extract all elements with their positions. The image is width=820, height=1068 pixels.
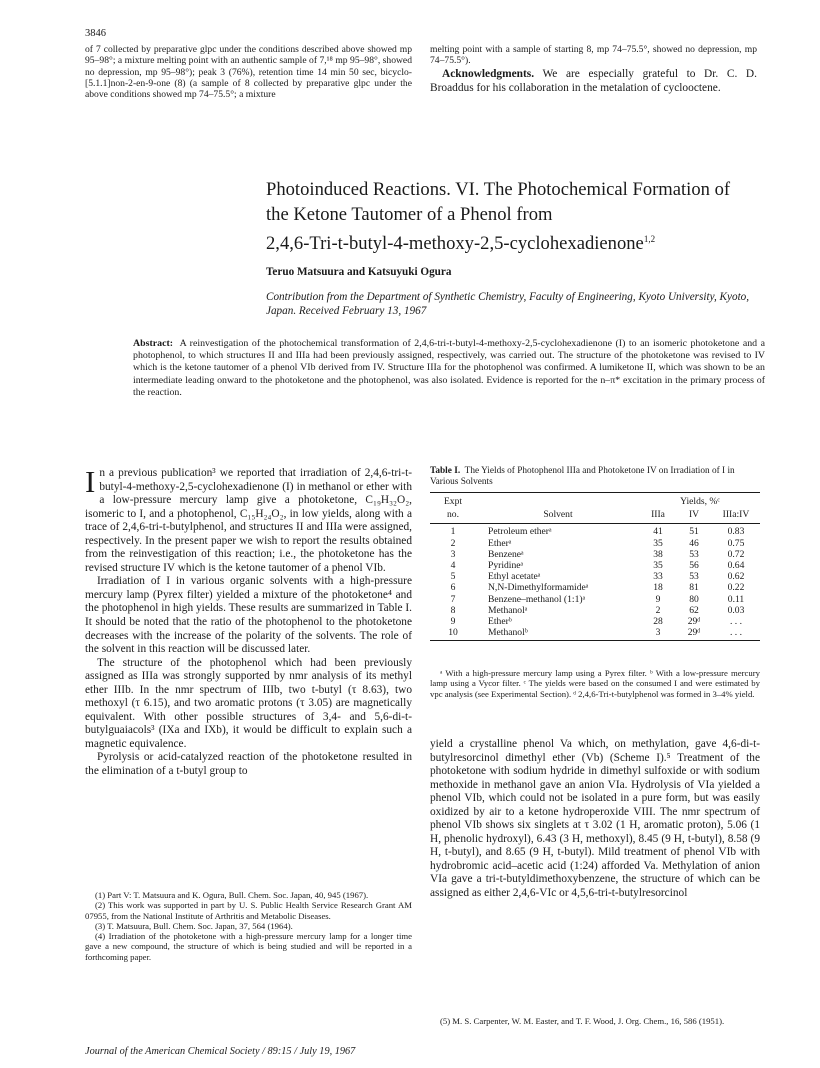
abstract (133, 338, 765, 399)
body-paragraph-1-text: n a previous publication³ we reported that irradiation of 2,4,6-tri-t-butyl-4-methoxy-2,5-cyclohexadienone (I) in methanol or ether with a low-pressure mercury lamp give a photoketone, C₁₉H₃₂O₂, isomeric to I, and a photophenol, C₁₅H₂₄O₂, in low yields, along with a trace of 2,4,6-tri-t-butylphenol, and structures II and IIIa were assigned, respectively. In the present paper we wish to report the results obtained from the reinvestigation of this reaction; i.e., the photoketone has the revised structure IV which is the ketone tautomer of a phenol VIb. (85, 467, 412, 574)
cell-yield-IIIa: 33 (653, 571, 663, 583)
previous-article-text-right (430, 44, 757, 95)
table-caption-text: The Yields of Photophenol IIIa and Photoketone IV on Irradiation of I in Various Solvents (430, 466, 735, 488)
body-paragraph-3: The structure of the photophenol which had been previously assigned as IIIa was strongly supported by nmr analysis of its methyl ether IIIb. In the nmr spectrum of IIIb, two t-butyl (τ 8.63), two methoxyl (τ 6.15), and two aromatic protons (τ 3.05) are magnetically equivalent. With other possible structures of 3,4- and 5,6-di-t-butylguaiacols³ (IXa and IXb), it would be difficult to explain such a magnetic equivalence. (85, 656, 412, 750)
table-row (430, 582, 760, 593)
footnote-3: (3) T. Matsuura, Bull. Chem. Soc. Japan, 37, 564 (1964). (95, 920, 293, 931)
table-row (430, 560, 760, 571)
cell-expt-no: 2 (450, 537, 456, 549)
acknowledgments-text: We are especially grateful to Dr. C. D. Broaddus for his collaboration in the metalation of cyclooctene. (430, 67, 757, 94)
body-paragraph-4: Pyrolysis or acid-catalyzed reaction of the photoketone resulted in the elimination of a t-butyl group to (85, 751, 412, 778)
cell-ratio: 0.11 (727, 593, 745, 605)
table-caption (430, 466, 760, 488)
authors: Teruo Matsuura and Katsuyuki Ogura (266, 266, 452, 278)
footnote-4: (4) Irradiation of the photoketone with a high-pressure mercury lamp for a longer time gave a new compound, the structure of which is being studied and will be reported in a forthcoming paper. (85, 931, 412, 962)
title-reference-marks: 1,2 (643, 234, 656, 244)
cell-yield-IIIa: 2 (655, 604, 661, 616)
cell-ratio: . . . (712, 627, 760, 641)
cell-ratio: 0.22 (727, 582, 745, 594)
cell-solvent: Etherᵇ (488, 616, 512, 628)
cell-yield-IV: 81 (689, 582, 699, 594)
cell-expt-no: 10 (430, 627, 476, 641)
cell-ratio: 0.03 (727, 604, 745, 616)
cell-solvent: Ethyl acetateᵃ (488, 571, 541, 583)
footnotes-right (430, 1016, 760, 1026)
body-paragraph-2: Irradiation of I in various organic solvents with a high-pressure mercury lamp (Pyrex filter) yielded a mixture of the photoketone⁴ and the photophenol in high yields. These results are summarized in Table I. It should be noted that the ratio of the photophenol to the photoketone decreases with the increase of the polarity of the solvents. The role of the solvent in this reaction will be discussed later. (85, 575, 412, 656)
header-no: no. (430, 508, 476, 524)
yields-table (430, 492, 760, 641)
table-row (430, 549, 760, 560)
table-notes-text: ᵃ With a high-pressure mercury lamp using a Pyrex filter. ᵇ With a low-pressure mercury lamp using a Vycor filter. ᶜ The yields were based on the consumed I and were estimated by vpc analysis (see Experimental Section). ᵈ 2,4,6-Tri-t-butylphenol was formed in 3–4% yield. (430, 668, 760, 699)
cell-yield-IV: 80 (689, 593, 699, 605)
cell-solvent: Pyridineᵃ (488, 560, 524, 572)
cell-ratio: 0.62 (727, 571, 745, 583)
cell-yield-IIIa: 9 (655, 593, 661, 605)
cell-ratio: 0.64 (727, 560, 745, 572)
body-text-left-column (85, 464, 412, 779)
previous-article-text-left (85, 44, 412, 100)
cell-ratio: 0.75 (727, 537, 745, 549)
body-text-right-column (430, 738, 760, 901)
header-solvent: Solvent (476, 508, 640, 524)
cell-yield-IV: 29ᵈ (687, 616, 701, 628)
table-row (430, 538, 760, 549)
cell-yield-IV: 51 (689, 526, 699, 538)
cell-ratio: 0.72 (727, 548, 745, 560)
cell-ratio: 0.83 (727, 526, 745, 538)
table-label: Table I. (430, 466, 461, 476)
cell-yield-IV: 29ᵈ (676, 627, 712, 641)
cell-expt-no: 1 (450, 526, 456, 538)
cell-expt-no: 7 (450, 593, 456, 605)
cell-solvent: Benzene–methanol (1:1)ᵃ (488, 593, 586, 605)
header-ratio: IIIa:IV (712, 508, 760, 524)
abstract-text: A reinvestigation of the photochemical transformation of 2,4,6-tri-t-butyl-4-methoxy-2,5-cyclohexadienone (I) to an isomeric photoketone and a photophenol, to which structures II and IIIa had been previously assigned, respectively, was carried out. The structure of the photoketone was revised to IV which is the ketone tautomer of a phenol VIb derived from IV. Structure IIIa for the photophenol was confirmed. A lumiketone II, which was shown to be an intermediate leading onward to the photoketone and the photophenol, was also isolated. Evidence is reported for the n–π* excitation in the primary process of the reaction. (133, 338, 765, 398)
table-notes (430, 668, 760, 699)
table-row (430, 524, 760, 538)
cell-expt-no: 5 (450, 571, 456, 583)
cell-yield-IV: 46 (689, 537, 699, 549)
table-row (430, 594, 760, 605)
affiliation: Contribution from the Department of Synthetic Chemistry, Faculty of Engineering, Kyoto University, Kyoto, Japan. Received February 13, 1967 (266, 291, 750, 318)
previous-article-paragraph: of 7 collected by preparative glpc under the conditions described above showed mp 95–98°; a mixture melting point with an authentic sample of 7,¹⁸ mp 95–98°, showed no depression, mp 95–98°); peak 3 (76%), retention time 14 min 50 sec, bicyclo-[5.1.1]non-2-en-9-one (8) (a sample of 8 collected by preparative glpc under the above conditions showed mp 74–75.5°; a mixture (85, 44, 412, 101)
cell-yield-IIIa: 3 (640, 627, 676, 641)
article-title-line-1: Photoinduced Reactions. VI. The Photochemical Formation of (266, 179, 731, 200)
article-title-line-3-text: 2,4,6-Tri-t-butyl-4-methoxy-2,5-cyclohexadienone (266, 233, 644, 255)
table-row (430, 616, 760, 627)
footnote-2: (2) This work was supported in part by U. S. Public Health Service Research Grant AM 07955, from the National Institute of Arthritis and Metabolic Diseases. (85, 900, 412, 921)
acknowledgments-heading: Acknowledgments. (442, 67, 535, 80)
cell-yield-IIIa: 41 (653, 526, 663, 538)
cell-yield-IV: 62 (689, 604, 699, 616)
header-expt: Expt (430, 493, 476, 509)
cell-solvent: Etherᵃ (488, 537, 512, 549)
cell-yield-IIIa: 35 (653, 537, 663, 549)
cell-expt-no: 3 (450, 548, 456, 560)
cell-expt-no: 8 (450, 604, 456, 616)
page-number: 3846 (85, 28, 106, 39)
body-paragraph-right: yield a crystalline phenol Va which, on methylation, gave 4,6-di-t-butylresorcinol dimethyl ether (Vb) (Scheme I).⁵ Treatment of the photoketone with sodium hydride in dimethyl sulfoxide or with sodium methoxide in methanol gave an anion VIa. Hydrolysis of VIa yielded a phenol VIb, which could not be isolated in a pure form, but was easily oxidized by air to a ketone hydroperoxide VIII. The nmr spectrum of phenol VIb shows six singlets at τ 3.02 (1 H, aromatic proton), 5.06 (1 H, phenolic hydroxyl), 6.43 (3 H, methoxyl), 8.45 (9 H, t-butyl), 8.58 (9 H, t-butyl), and 8.65 (9 H, t-butyl). Mild treatment of phenol VIb with hydrobromic acid–acetic acid (1:24) afforded Va. Methylation of anion VIa gave a tri-t-butyldimethoxybenzene, the structure of which can be assigned as either 2,4,6-VIc or 4,5,6-tri-t-butylresorcinol (430, 738, 760, 900)
cell-yield-IIIa: 28 (653, 616, 663, 628)
cell-yield-IIIa: 35 (653, 560, 663, 572)
drop-cap: I (85, 464, 96, 499)
abstract-label: Abstract: (133, 338, 174, 349)
cell-yield-IV: 53 (689, 548, 699, 560)
article-title-line-2: the Ketone Tautomer of a Phenol from (266, 204, 553, 225)
acknowledgments (430, 67, 757, 95)
header-IV: IV (676, 508, 712, 524)
footnote-1: (1) Part V: T. Matsuura and K. Ogura, Bull. Chem. Soc. Japan, 40, 945 (1967). (95, 890, 369, 900)
table-row (430, 605, 760, 616)
cell-ratio: . . . (730, 616, 742, 628)
article-title (266, 177, 766, 256)
table-row (430, 571, 760, 582)
cell-solvent: Petroleum etherᵃ (488, 526, 552, 538)
article-title-line-3 (266, 227, 766, 256)
body-paragraph-1 (85, 464, 412, 575)
cell-yield-IV: 53 (689, 571, 699, 583)
header-yields: Yields, %ᶜ (640, 493, 760, 509)
footnote-5: (5) M. S. Carpenter, W. M. Easter, and T. F. Wood, J. Org. Chem., 16, 586 (1951). (440, 1016, 725, 1026)
cell-yield-IIIa: 38 (653, 548, 663, 560)
cell-solvent: N,N-Dimethylformamideᵃ (488, 582, 589, 594)
footnotes-left (85, 890, 412, 962)
cell-solvent: Benzeneᵃ (488, 548, 524, 560)
journal-citation-line: Journal of the American Chemical Society / 89:15 / July 19, 1967 (85, 1046, 356, 1057)
table-row (430, 627, 760, 641)
header-IIIa: IIIa (640, 508, 676, 524)
cell-solvent: Methanolᵇ (476, 627, 640, 641)
cell-expt-no: 6 (450, 582, 456, 594)
cell-expt-no: 4 (450, 560, 456, 572)
cell-yield-IV: 56 (689, 560, 699, 572)
cell-solvent: Methanolᵃ (488, 604, 528, 616)
cell-yield-IIIa: 18 (653, 582, 663, 594)
previous-article-paragraph-end: melting point with a sample of starting 8, mp 74–75.5°, showed no depression, mp 74–75.5°). (430, 44, 757, 67)
cell-expt-no: 9 (450, 616, 456, 628)
